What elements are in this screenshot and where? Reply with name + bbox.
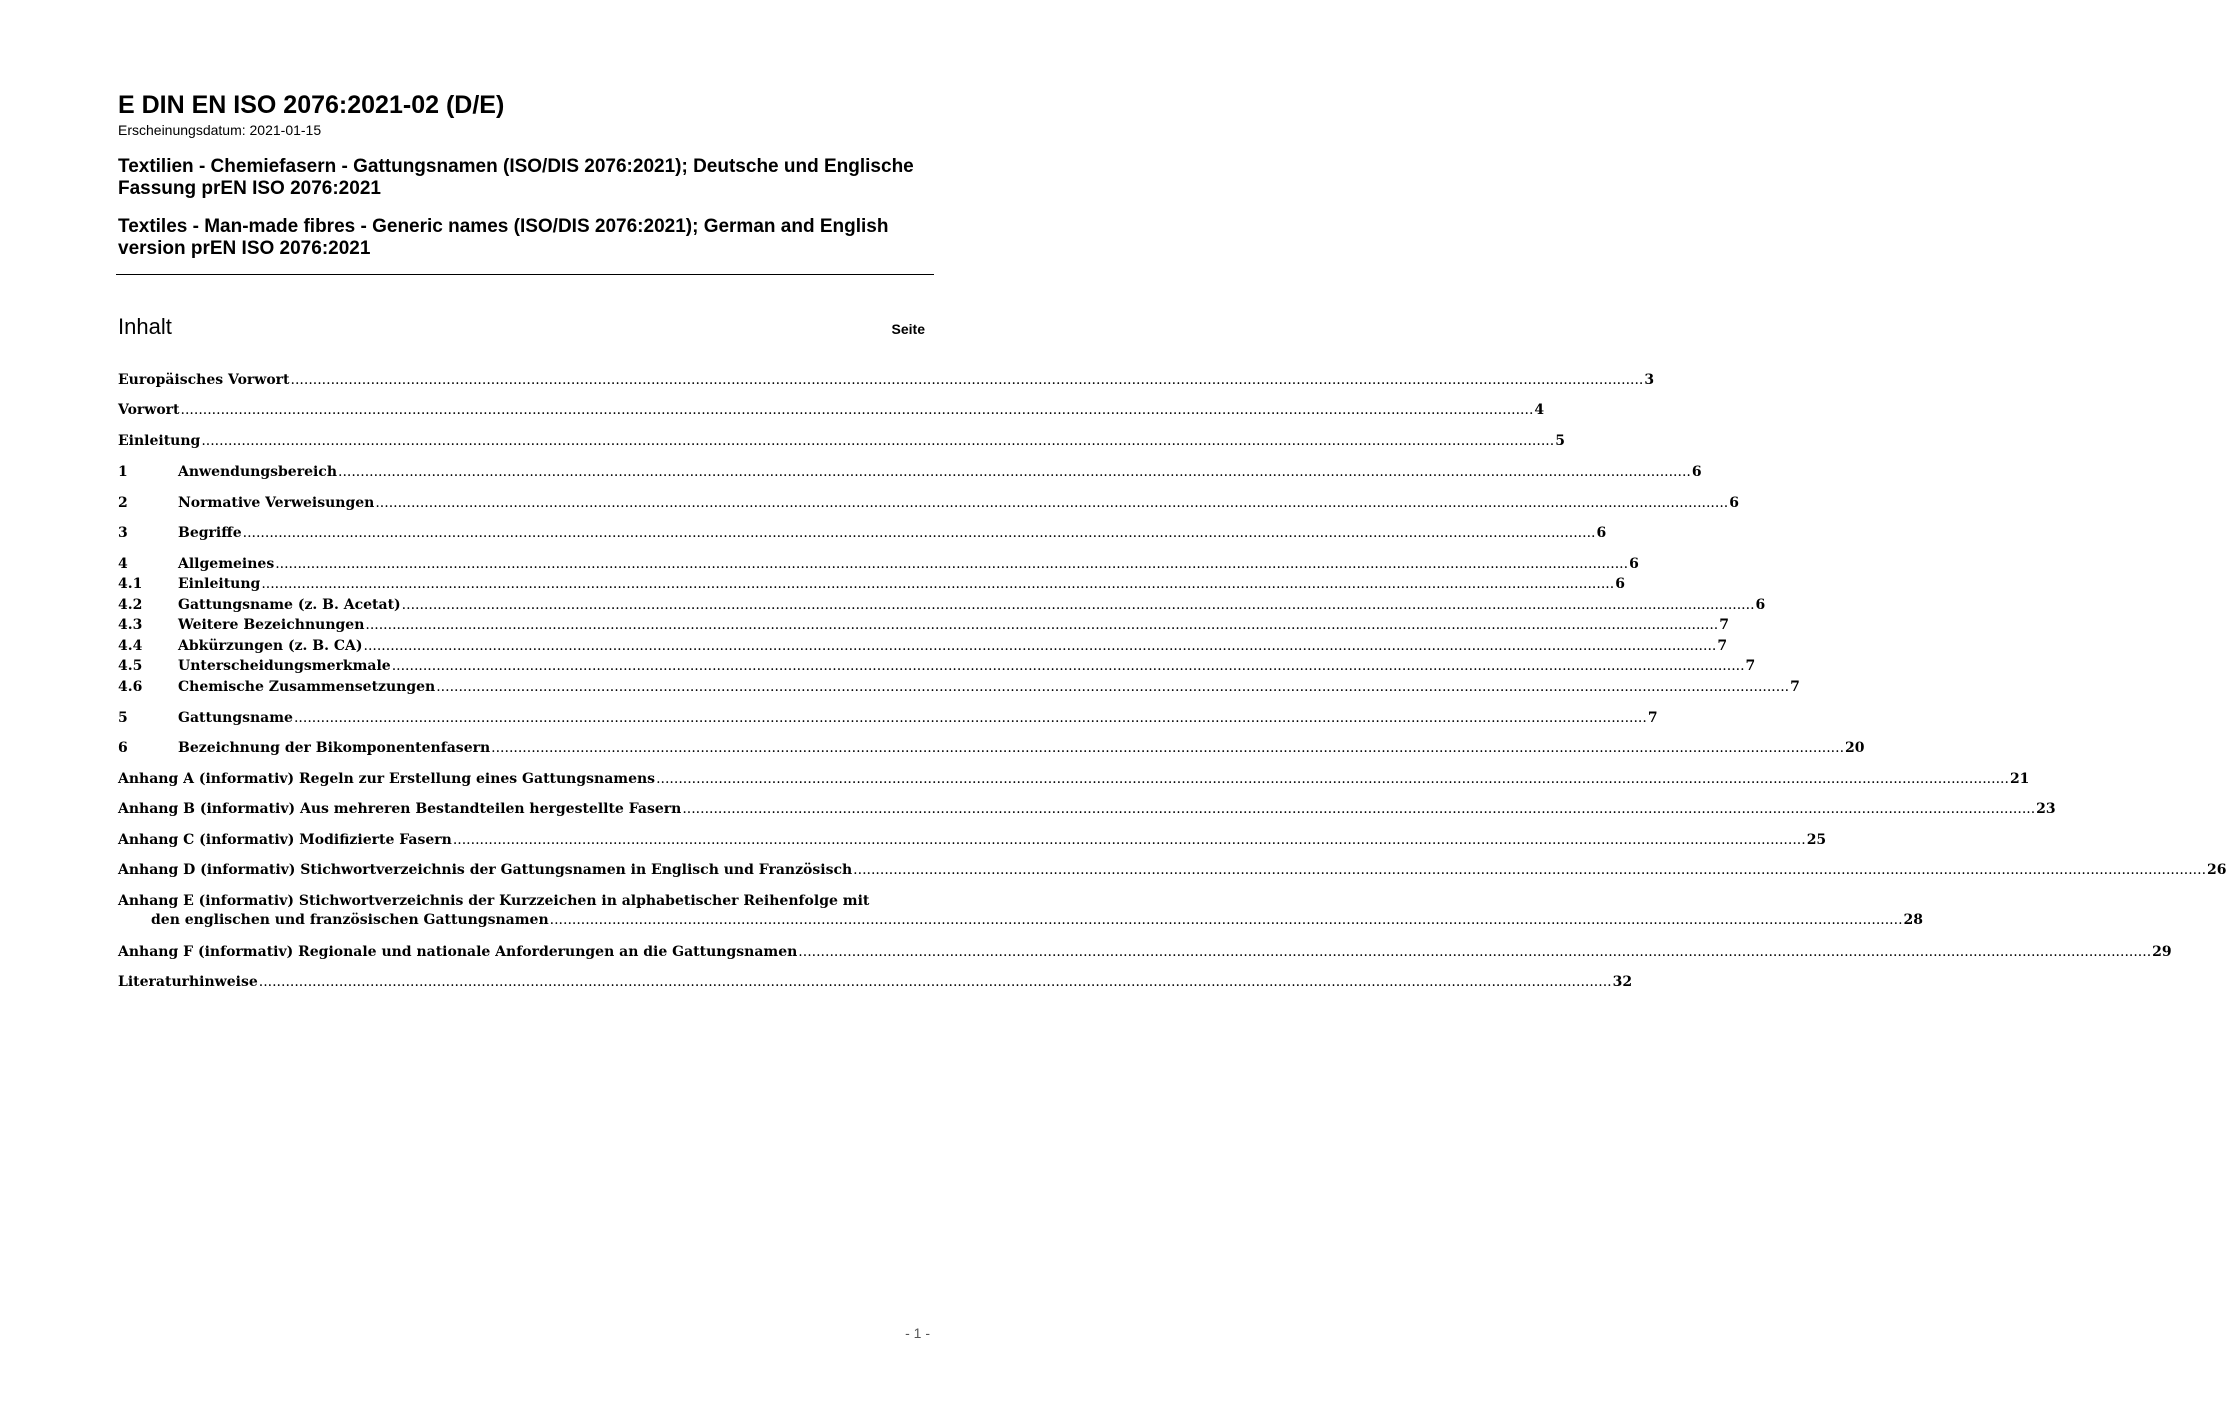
toc-entry[interactable] (118, 596, 1766, 615)
toc-entry-page: 6 (1729, 495, 1739, 511)
toc-entry-number: 4.3 (118, 617, 143, 633)
toc-entry[interactable] (118, 892, 1923, 930)
page-number: - 1 - (905, 1325, 930, 1341)
toc-leader (682, 800, 2035, 819)
toc-leader (181, 401, 1534, 420)
toc-entry-page: 3 (1644, 372, 1655, 388)
toc-entry-number: 6 (118, 740, 128, 756)
toc-entry-page: 20 (1845, 740, 1865, 756)
toc-entry-page: 5 (1555, 433, 1565, 449)
toc-leader (243, 524, 1596, 543)
toc-leader (853, 861, 2206, 880)
toc-entry-label: Einleitung (178, 576, 261, 592)
toc-entry[interactable] (118, 463, 1702, 482)
toc-leader (294, 709, 1647, 728)
toc-entry[interactable] (118, 371, 1655, 390)
toc-entry[interactable] (118, 616, 1729, 635)
toc-entry[interactable] (118, 401, 1545, 420)
toc-entry-number: 4.1 (118, 576, 143, 592)
toc-entry-label-continued: den englischen und französischen Gattungsnamen (151, 912, 549, 928)
toc-entry[interactable] (118, 575, 1625, 594)
toc-entry-label: Anhang A (informativ) Regeln zur Erstellung eines Gattungsnamens (118, 771, 656, 787)
toc-entry-number: 2 (118, 495, 128, 511)
toc-entry[interactable] (118, 831, 1827, 850)
toc-entry-page: 21 (2009, 771, 2030, 787)
toc-entry-label: Anwendungsbereich (178, 464, 337, 480)
toc-entry-page: 7 (1745, 658, 1756, 674)
title-german: Textilien - Chemiefasern - Gattungsnamen (ISO/DIS 2076:2021); Deutsche und Englische Fassung prEN ISO 2076:2021 (118, 156, 914, 199)
toc-leader (491, 739, 1844, 758)
toc-entry-number: 5 (118, 710, 128, 726)
document-header (118, 90, 934, 260)
toc-entry-number: 3 (118, 525, 128, 541)
toc-entry-continuation (118, 911, 1923, 930)
toc-entry-number: 1 (118, 464, 128, 480)
toc-entry-label: Abkürzungen (z. B. CA) (178, 638, 363, 654)
title-english: Textiles - Man-made fibres - Generic names (ISO/DIS 2076:2021); German and English version prEN ISO 2076:2021 (118, 216, 889, 259)
toc-entry[interactable] (118, 800, 2056, 819)
toc-entry-number: 4.6 (118, 679, 143, 695)
toc-entry[interactable] (118, 637, 1728, 656)
toc-entry-number: 4.5 (118, 658, 143, 674)
toc-entry-label: Anhang B (informativ) Aus mehreren Bestandteilen hergestellte Fasern (118, 801, 682, 817)
toc-entry[interactable] (118, 861, 2227, 880)
toc-entry-label: Begriffe (178, 525, 242, 541)
toc-leader (365, 616, 1718, 635)
toc-entry-page: 4 (1534, 402, 1545, 418)
toc-entry-page: 7 (1647, 710, 1658, 726)
toc-leader (453, 831, 1806, 850)
toc-leader (436, 678, 1789, 697)
toc-entry-page: 7 (1790, 679, 1800, 695)
toc-entry-page: 25 (1806, 832, 1827, 848)
toc-entry[interactable] (118, 657, 1756, 676)
toc-entry-label: Weitere Bezeichnungen (178, 617, 365, 633)
toc-entry-label: Normative Verweisungen (178, 495, 375, 511)
toc-entry-number: 4.2 (118, 597, 143, 613)
toc-leader (201, 432, 1554, 451)
toc-leader (259, 973, 1612, 992)
toc-entry-label: Gattungsname (178, 710, 293, 726)
header-divider (116, 274, 934, 275)
toc-entry-label: Einleitung (118, 433, 201, 449)
toc-leader (656, 770, 2009, 789)
toc-entry[interactable] (118, 943, 2172, 962)
toc-entry-label: Anhang E (informativ) Stichwortverzeichnis der Kurzzeichen in alphabetischer Reihenfolge mit (118, 893, 870, 909)
toc-entry-label: Europäisches Vorwort (118, 372, 290, 388)
toc-entry[interactable] (118, 973, 1633, 992)
toc-leader (275, 555, 1628, 574)
toc-entry-label: Chemische Zusammensetzungen (178, 679, 436, 695)
toc-entry[interactable] (118, 555, 1639, 574)
toc-entry[interactable] (118, 709, 1658, 728)
toc-leader (291, 371, 1644, 390)
toc-entry-label: Gattungsname (z. B. Acetat) (178, 597, 401, 613)
toc-entry-page: 6 (1755, 597, 1766, 613)
toc-leader (364, 637, 1717, 656)
document-id: E DIN EN ISO 2076:2021-02 (D/E) (118, 91, 505, 119)
toc-entry[interactable] (118, 524, 1607, 543)
toc-entry[interactable] (118, 739, 1865, 758)
toc-entry[interactable] (118, 770, 2030, 789)
toc-leader (375, 494, 1728, 513)
toc-entry-number: 4 (118, 556, 128, 572)
toc-entry-label: Vorwort (118, 402, 180, 418)
toc-entry-page: 6 (1629, 556, 1639, 572)
toc-leader (402, 596, 1755, 615)
toc-leader (261, 575, 1614, 594)
toc-entry-page: 28 (1903, 912, 1923, 928)
toc-entry-page: 26 (2207, 862, 2227, 878)
toc-entry-label: Bezeichnung der Bikomponentenfasern (178, 740, 491, 756)
toc-entry-page: 6 (1615, 576, 1625, 592)
toc-entry-page: 7 (1719, 617, 1729, 633)
toc-entry-label: Unterscheidungsmerkmale (178, 658, 391, 674)
toc-leader (550, 911, 1903, 930)
toc-entry-page: 6 (1691, 464, 1702, 480)
toc-entry[interactable] (118, 678, 1800, 697)
toc-entry-label: Literaturhinweise (118, 974, 258, 990)
toc-leader (338, 463, 1691, 482)
toc-entry-label: Anhang D (informativ) Stichwortverzeichnis der Gattungsnamen in Englisch und Französisch (118, 862, 853, 878)
toc-entry-number: 4.4 (118, 638, 143, 654)
toc-leader (798, 943, 2151, 962)
toc-heading: Inhalt (118, 314, 172, 339)
toc-page-column-heading: Seite (891, 321, 925, 337)
toc-entry-page: 29 (2152, 944, 2172, 960)
toc-leader (392, 657, 1745, 676)
toc-entry-label: Anhang C (informativ) Modifizierte Fasern (118, 832, 452, 848)
toc-entry-page: 7 (1717, 638, 1728, 654)
toc-entry-page: 32 (1612, 974, 1633, 990)
toc-entry-label: Anhang F (informativ) Regionale und nationale Anforderungen an die Gattungsnamen (118, 944, 798, 960)
toc-entry-label: Allgemeines (178, 556, 275, 572)
toc-entry-page: 6 (1596, 525, 1607, 541)
toc-entry-page: 23 (2036, 801, 2056, 817)
toc-entry[interactable] (118, 494, 1739, 513)
toc-entry[interactable] (118, 432, 1565, 451)
publication-date: Erscheinungsdatum: 2021-01-15 (118, 122, 322, 138)
